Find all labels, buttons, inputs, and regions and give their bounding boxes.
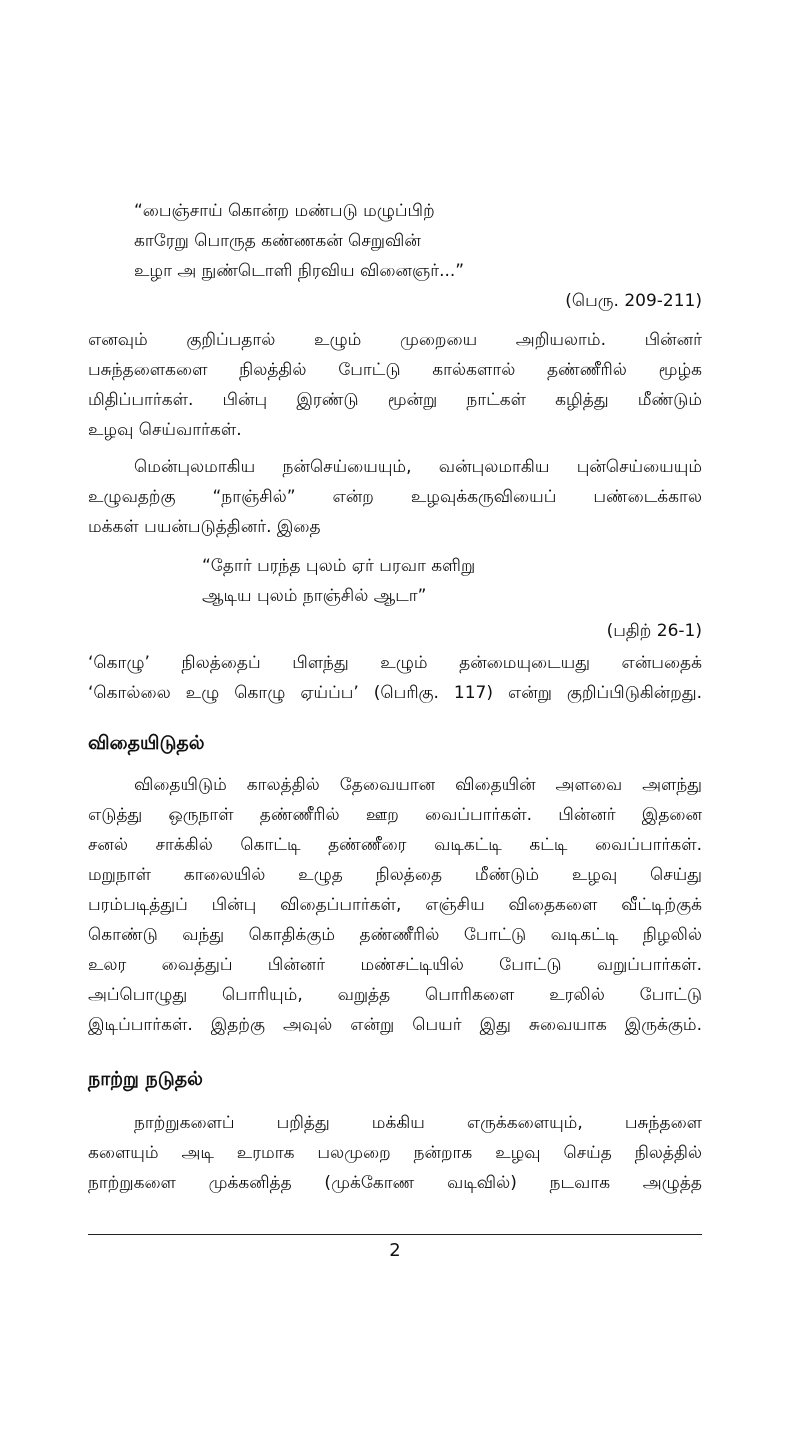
paragraph-line: மக்கள் பயன்படுத்தினர். இதை <box>88 517 321 537</box>
footer-divider <box>88 1234 702 1235</box>
paragraph-line: இடிப்பார்கள். இதற்கு அவுல் என்று பெயர் இது சுவையாக இருக்கும். <box>88 1015 702 1035</box>
section-heading-transplanting: நாற்று நடுதல் <box>88 1068 203 1090</box>
section-transplanting-body <box>88 1108 702 1198</box>
paragraph-line: உழுவதற்கு “நாஞ்சில்” என்ற உழவுக்கருவியைப் பண்டைக்கால <box>88 487 702 507</box>
paragraph-line: விதையிடும் காலத்தில் தேவையான விதையின் அளவை அளந்து <box>134 775 702 795</box>
paragraph-line: உழவு செய்வார்கள். <box>88 420 242 440</box>
paragraph-3 <box>88 648 702 708</box>
paragraph-line: பரம்படித்துப் பின்பு விதைப்பார்கள், எஞ்சிய விதைகளை வீட்டிற்குக் <box>88 895 702 915</box>
verse-line: காரேறு பொருத கண்ணகன் செறுவின் <box>134 231 421 251</box>
verse-line: “தோர் பரந்த புலம் ஏர் பரவா களிறு <box>202 556 476 576</box>
verse-quote-2 <box>88 551 702 646</box>
paragraph-line: சனல் சாக்கில் கொட்டி தண்ணீரை வடிகட்டி கட்டி வைப்பார்கள். <box>88 835 702 855</box>
paragraph-line: அப்பொழுது பொரியும், வறுத்த பொரிகளை உரலில் போட்டு <box>88 985 702 1005</box>
verse-line: ஆடிய புலம் நாஞ்சில் ஆடா” <box>202 586 427 606</box>
verse-line: “பைஞ்சாய் கொன்ற மண்படு மழுப்பிற் <box>134 201 435 221</box>
verse-quote-1 <box>88 196 702 316</box>
paragraph-line: உலர வைத்துப் பின்னர் மண்சட்டியில் போட்டு வறுப்பார்கள். <box>88 955 702 975</box>
paragraph-line: ‘கொழு’ நிலத்தைப் பிளந்து உழும் தன்மையுடையது என்பதைக் <box>88 653 702 673</box>
paragraph-line: கொண்டு வந்து கொதிக்கும் தண்ணீரில் போட்டு வடிகட்டி நிழலில் <box>88 925 702 945</box>
verse-line: உழா அ நுண்டொளி நிரவிய வினைஞர்...” <box>134 261 465 281</box>
paragraph-line: நாற்றுகளைப் பறித்து மக்கிய எருக்களையும், பசுந்தளை <box>134 1113 702 1133</box>
section-heading-sowing: விதையிடுதல் <box>88 732 205 754</box>
paragraph-line: மிதிப்பார்கள். பின்பு இரண்டு மூன்று நாட்கள் கழித்து மீண்டும் <box>88 390 702 410</box>
paragraph-line: பசுந்தளைகளை நிலத்தில் போட்டு கால்களால் தண்ணீரில் மூழ்க <box>88 360 702 380</box>
paragraph-line: நாற்றுகளை முக்கனித்த (முக்கோண வடிவில்) நடவாக அழுத்த <box>88 1173 702 1193</box>
verse-citation: (பதிற் 26-1) <box>606 621 702 641</box>
paragraph-line: களையும் அடி உரமாக பலமுறை நன்றாக உழவு செய்த நிலத்தில் <box>88 1143 702 1163</box>
paragraph-line: எனவும் குறிப்பதால் உழும் முறையை அறியலாம். பின்னர் <box>88 330 702 350</box>
page-number: 2 <box>389 1240 401 1261</box>
paragraph-line: ‘கொல்லை உழு கொழு ஏய்ப்ப’ (பெரிகு. 117) என்று குறிப்பிடுகின்றது. <box>88 683 702 703</box>
paragraph-line: மென்புலமாகிய நன்செய்யையும், வன்புலமாகிய புன்செய்யையும் <box>134 457 702 477</box>
paragraph-1 <box>88 325 702 445</box>
paragraph-2 <box>88 452 702 542</box>
section-sowing-body <box>88 770 702 1040</box>
verse-citation: (பெரு. 209-211) <box>565 291 702 311</box>
paragraph-line: மறுநாள் காலையில் உழுத நிலத்தை மீண்டும் உழவு செய்து <box>88 865 702 885</box>
paragraph-line: எடுத்து ஒருநாள் தண்ணீரில் ஊற வைப்பார்கள். பின்னர் இதனை <box>88 805 702 825</box>
